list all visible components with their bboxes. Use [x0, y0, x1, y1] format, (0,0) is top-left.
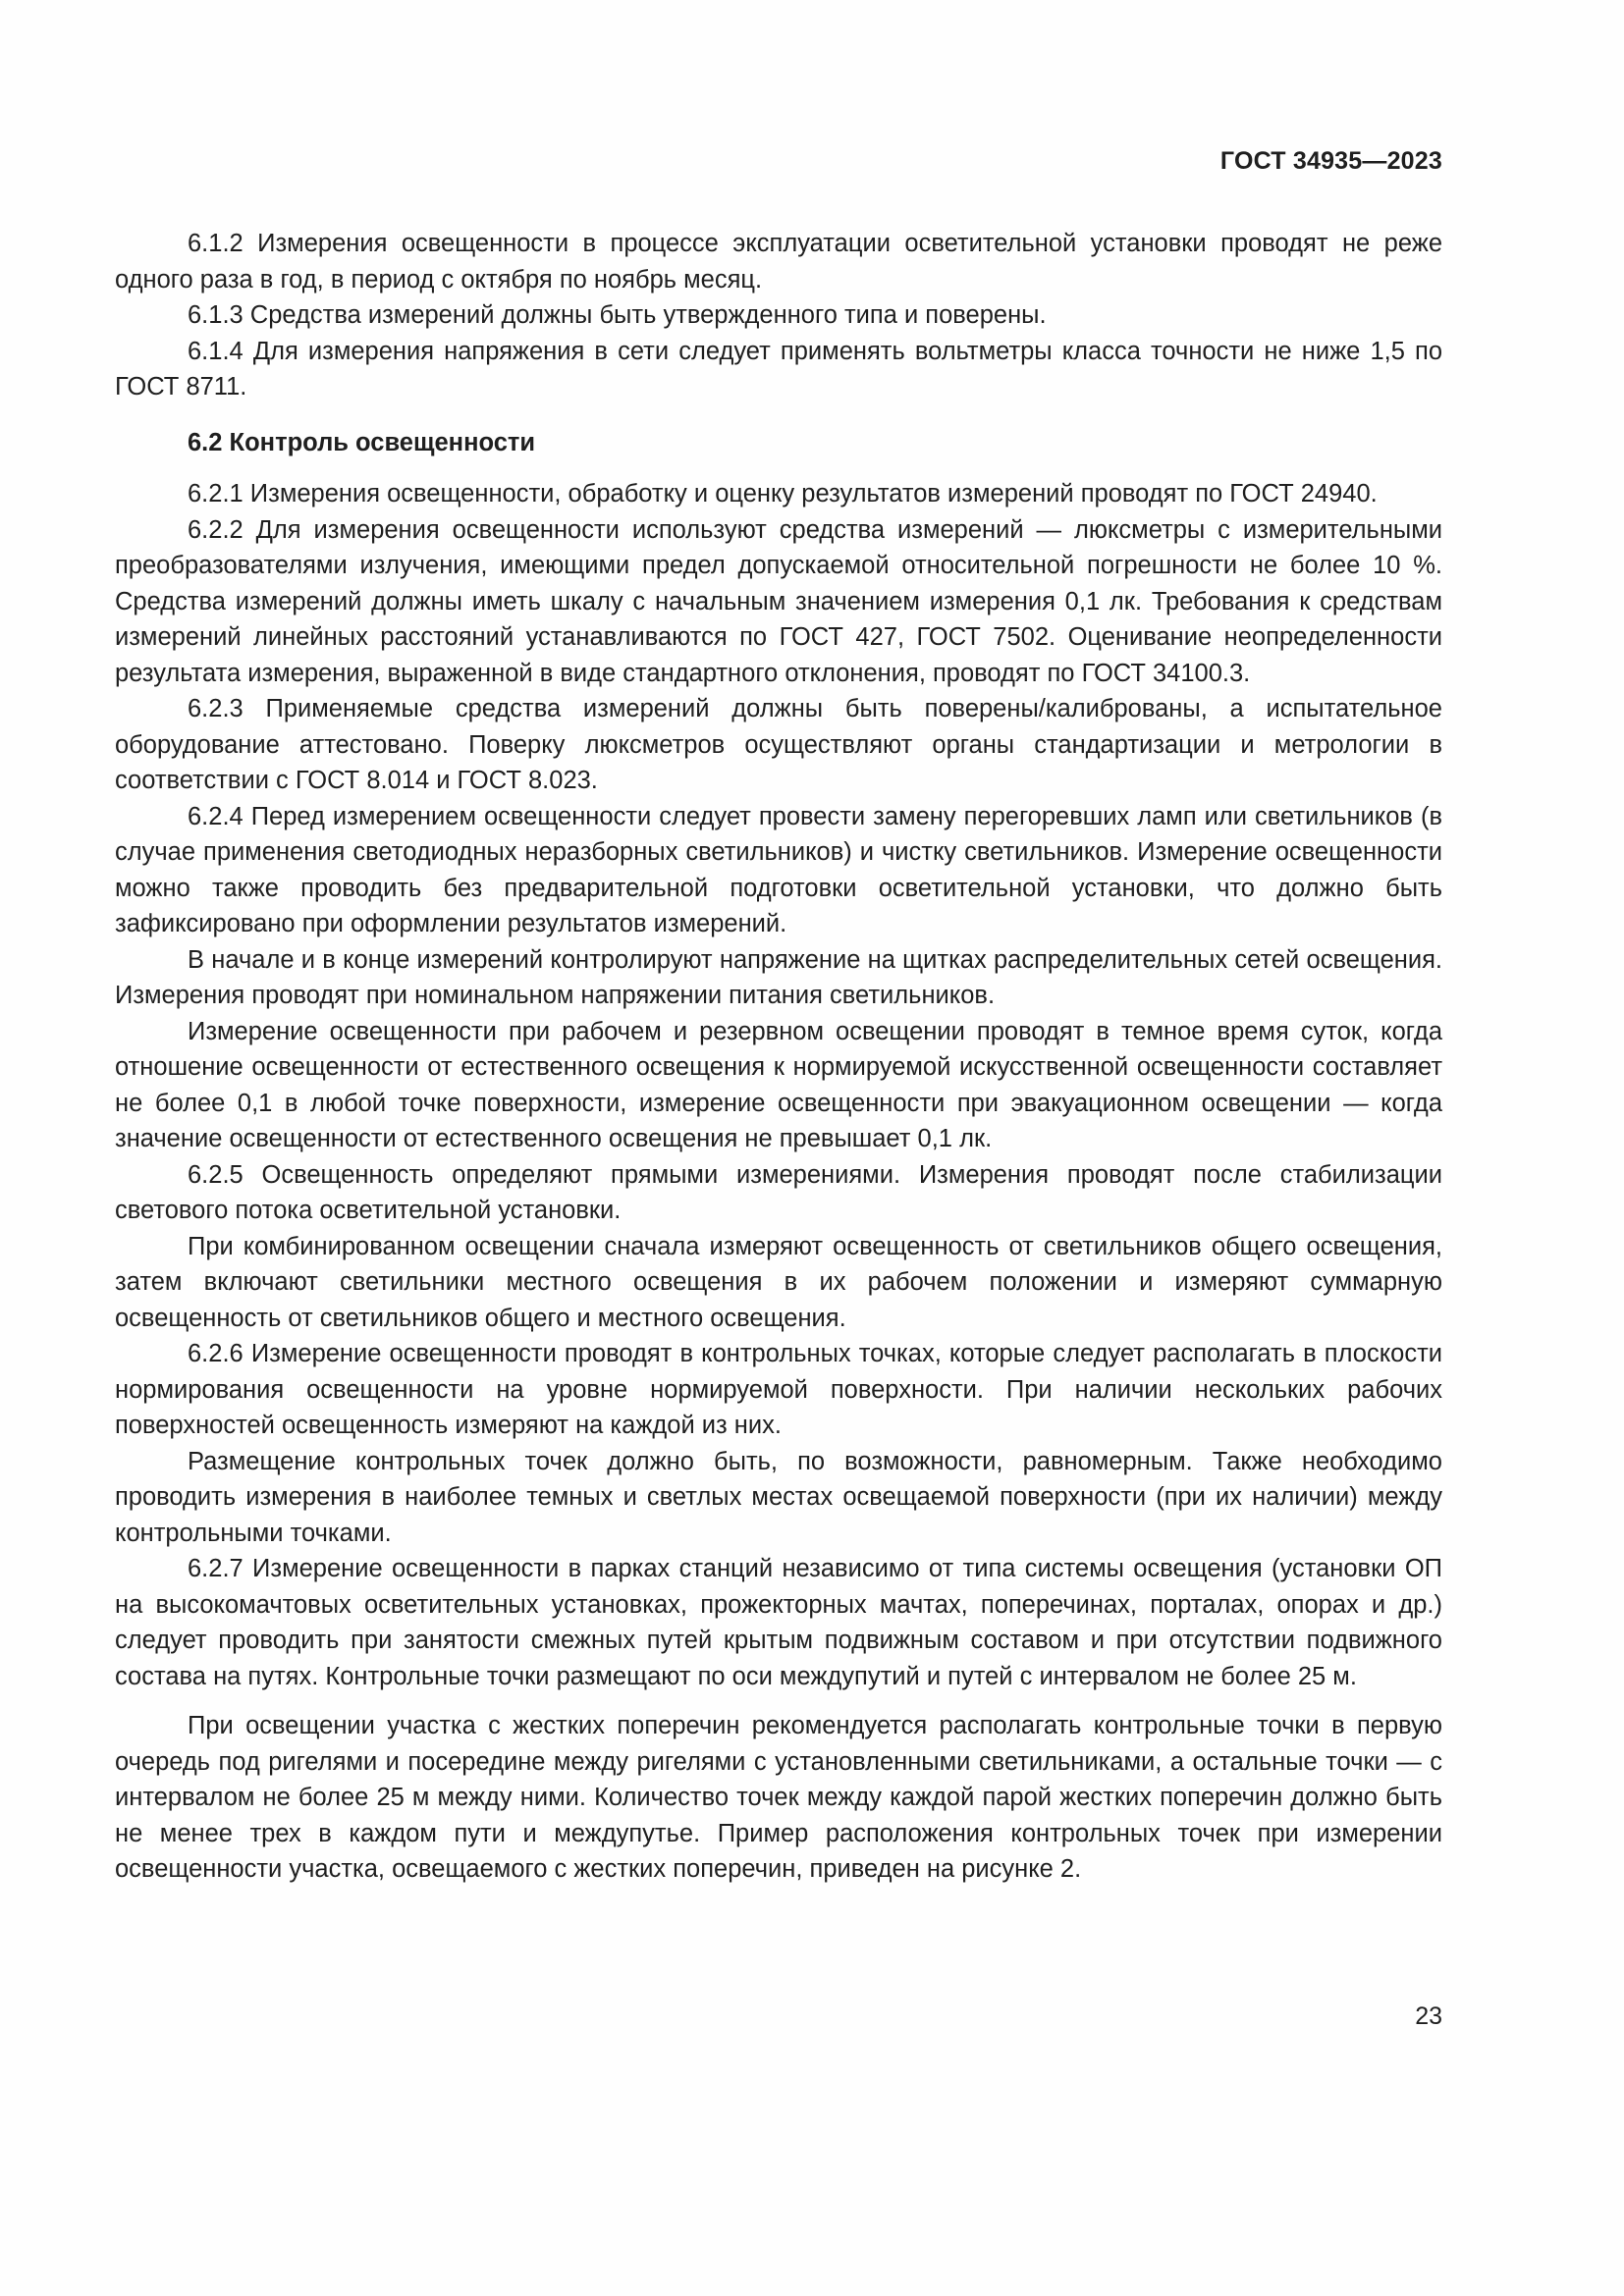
paragraph-6-1-4: 6.1.4 Для измерения напряжения в сети следует применять вольтметры класса точности не ниже 1,5 по ГОСТ 8711. — [115, 337, 1442, 400]
page-number: 23 — [1415, 2002, 1442, 2030]
section-heading: 6.2 Контроль освещенности — [188, 428, 536, 456]
paragraph-control-points: Размещение контрольных точек должно быть, по возможности, равномерным. Также необходимо проводить измерения в наиболее темных и светлых местах освещаемой поверхности (при их наличии) между контрольными точками. — [115, 1447, 1442, 1547]
paragraph-voltage-control: В начале и в конце измерений контролируют напряжение на щитках распределительных сетей освещения. Измерения проводят при номинальном напряжении питания светильников. — [115, 945, 1442, 1009]
paragraph-6-2-2: 6.2.2 Для измерения освещенности используют средства измерений — люксметры с измерительными преобразователями излучения, имеющими предел допускаемой относительной погрешности не более 10 %. Средства измерений должны иметь шкалу с начальным значением измерения 0,1 лк. Требования к средствам измерений линейных расстояний устанавливаются по ГОСТ 427, ГОСТ 7502. Оценивание неопределенности результата измерения, выраженной в виде стандартного отклонения, проводят по ГОСТ 34100.3. — [115, 515, 1442, 687]
paragraph-6-1-3: 6.1.3 Средства измерений должны быть утвержденного типа и поверены. — [188, 301, 1047, 329]
document-body — [115, 226, 1442, 1888]
paragraph-combined-lighting: При комбинированном освещении сначала измеряют освещенность от светильников общего освещения, затем включают светильники местного освещения в их рабочем положении и измеряют суммарную освещенность от светильников общего и местного освещения. — [115, 1232, 1442, 1332]
standard-header: ГОСТ 34935—2023 — [1219, 147, 1442, 175]
paragraph-6-1-2: 6.1.2 Измерения освещенности в процессе эксплуатации осветительной установки проводят не реже одного раза в год, в период с октября по ноябрь месяц. — [115, 230, 1442, 294]
paragraph-6-2-5: 6.2.5 Освещенность определяют прямыми измерениями. Измерения проводят после стабилизации светового потока осветительной установки. — [115, 1160, 1442, 1224]
paragraph-6-2-4: 6.2.4 Перед измерением освещенности следует провести замену перегоревших ламп или светильников (в случае применения светодиодных неразборных светильников) и чистку светильников. Измерение освещенности можно также проводить без предварительной подготовки осветительной установки, что должно быть зафиксировано при оформлении результатов измерений. — [115, 802, 1442, 937]
paragraph-6-2-6: 6.2.6 Измерение освещенности проводят в контрольных точках, которые следует располагать в плоскости нормирования освещенности на уровне нормируемой поверхности. При наличии нескольких рабочих поверхностей освещенность измеряют на каждой из них. — [115, 1340, 1442, 1439]
paragraph-6-2-1: 6.2.1 Измерения освещенности, обработку и оценку результатов измерений проводят по ГОСТ 24940. — [188, 480, 1378, 507]
paragraph-6-2-7: 6.2.7 Измерение освещенности в парках станций независимо от типа системы освещения (установки ОП на высокомачтовых осветительных установках, прожекторных мачтах, поперечинах, порталах, опорах и др.) следует проводить при занятости смежных путей крытым подвижным составом и при отсутствии подвижного состава на путях. Контрольные точки размещают по оси междупутий и путей с интервалом не более 25 м. — [115, 1555, 1442, 1690]
paragraph-6-2-3: 6.2.3 Применяемые средства измерений должны быть поверены/калиброваны, а испытательное оборудование аттестовано. Поверку люксметров осуществляют органы стандартизации и метрологии в соответствии с ГОСТ 8.014 и ГОСТ 8.023. — [115, 695, 1442, 794]
paragraph-cross-spans: При освещении участка с жестких поперечин рекомендуется располагать контрольные точки в первую очередь под ригелями и посередине между ригелями с установленными светильниками, а остальные точки — с интервалом не более 25 м между ними. Количество точек между каждой парой жестких поперечин должно быть не менее трех в каждом пути и междупутье. Пример расположения контрольных точек при измерении освещенности участка, освещаемого с жестких поперечин, приведен на рисунке 2. — [115, 1712, 1442, 1883]
paragraph-dark-time: Измерение освещенности при рабочем и резервном освещении проводят в темное время суток, когда отношение освещенности от естественного освещения к нормируемой искусственной освещенности составляет не более 0,1 в любой точке поверхности, измерение освещенности при эвакуационном освещении — когда значение освещенности от естественного освещения не превышает 0,1 лк. — [115, 1017, 1442, 1152]
